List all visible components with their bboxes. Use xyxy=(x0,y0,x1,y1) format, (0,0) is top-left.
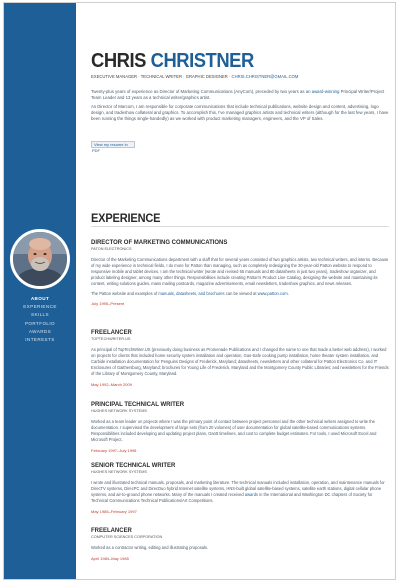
patton-website-link[interactable]: www.patton.com. xyxy=(257,290,289,296)
job-entry xyxy=(91,401,389,453)
job-description-links xyxy=(91,291,389,297)
email-link[interactable]: CHRIS.CHRISTNER@GMAIL.COM xyxy=(231,74,299,79)
job-company: HUGHES NETWORK SYSTEMS xyxy=(91,409,147,413)
divider xyxy=(91,226,389,227)
job-description: Director of the Marketing Communications department with a staff that for several years consisted of two graphics artists, two technical writers, and interns. Because of my wide experience in technical fields, I do more for Patton than managing, such as completely redesigning the 30-year-old Patton website to respond to responsive mobile and tablet devices. I am the technical writer (wrote and revised 65 manuals and 80 datasheets in just two years), tradeshow organizer, and product labeling designer, among many other things. Responsibilities include creating Patton's Product Line Catalog, designing the website and maintaining its content, writing solutions guides, mass mailing postcards, magazine advertisements, email newsletters, tradeshow graphics, and news releases. xyxy=(91,257,389,286)
job-title: FREELANCER xyxy=(91,329,132,336)
intro-text-b: Principal Writer/Project Team Leader and 13 years as a technical writer/graphics artist. xyxy=(91,89,385,101)
job-dates: May 1992–March 2009 xyxy=(91,381,132,387)
first-name: CHRIS xyxy=(91,50,146,72)
nav-item-interests[interactable]: INTERESTS xyxy=(25,337,55,343)
job-entry xyxy=(91,329,389,387)
job-titles: EXECUTIVE MANAGER · TECHNICAL WRITER · GRAPHIC DESIGNER · xyxy=(91,74,231,79)
job-description xyxy=(91,480,389,504)
job-description: Worked as a contractor writing, editing and illustrating proposals. xyxy=(91,545,209,550)
job-dates: February 1997–July 1998 xyxy=(91,447,137,453)
job-title: SENIOR TECHNICAL WRITER xyxy=(91,462,176,469)
portrait-image xyxy=(13,232,67,286)
job-description: As principal of TopTechWriter.US (previously doing business as Promenade Publications and I changed the name to one that made a better web address), I worked on projects for clients that included home security system installation and operation, Gas-Safe cooking pump installation, home theater system installation, and Carbide installation documentation for Penguins Designs of Frederick, Maryland; datasheets, newsletters and other collateral for Patton Electronics Co. and IT Enclosures of Gaithersburg, Maryland; brochures for Young Life of Frederick, Maryland and the Montgomery County Public Libraries; and newsletters for the Friends of the Library of Montgomery County, Maryland. xyxy=(91,347,389,376)
job-title: FREELANCER xyxy=(91,527,132,534)
job-description: Worked as a team leader on projects where I was the primary point of contact between project personnel and the other technical writers assigned to write the documentation. I supervised the development of large sets (from 20 volumes) of user documentation for global satellite-based communications systems. Responsibilities included developing and updating project plans, Gantt timelines, and cost to complete budget estimates. For tools, I used Microsoft Excel and Microsoft Project. xyxy=(91,419,377,442)
job-entry xyxy=(91,527,389,561)
resume-button[interactable]: View my resume in xyxy=(91,141,135,148)
intro-paragraph-1 xyxy=(91,89,389,101)
nav-item-awards[interactable]: AWARDS xyxy=(28,328,52,334)
job-text: The Patton website and examples of xyxy=(91,290,158,296)
job-company: TOPTECHWRITER.US xyxy=(91,337,131,341)
person-name xyxy=(91,51,254,71)
job-company: COMPUTER SCIENCES CORPORATION xyxy=(91,535,163,539)
job-company: HUGHES NETWORK SYSTEMS xyxy=(91,470,147,474)
job-text: in the International and Washington DC chapters of Society for Technical Communications Technical Publications/Art Competitions. xyxy=(91,491,373,503)
intro-section xyxy=(91,89,389,125)
job-title: DIRECTOR OF MARKETING COMMUNICATIONS xyxy=(91,239,228,246)
profile-photo xyxy=(10,229,70,289)
awards-link[interactable]: awards xyxy=(244,491,259,497)
job-company: PATON ELECTRONICS xyxy=(91,247,132,251)
job-dates: July 1995–Present xyxy=(91,301,125,307)
experience-heading: EXPERIENCE xyxy=(91,211,161,225)
job-text: I wrote and illustrated technical manuals, proposals, and marketing literature. The technical manuals included installation, operation, and maintenance manuals for DirecTV systems, DirecPC and DirecDuo hybrid Internet satellite systems, HNS-built global satellite-based systems, satellite earth stations, digital cellular phone systems, and air-to-ground phone networks. Many of the manuals I created received xyxy=(91,480,385,497)
samples-link[interactable]: manuals, datasheets, and brochures xyxy=(158,290,225,296)
resume-page xyxy=(3,2,396,580)
last-name: CHRISTNER xyxy=(150,50,254,72)
main-content xyxy=(91,3,391,579)
nav-item-experience[interactable]: EXPERIENCE xyxy=(23,304,57,310)
intro-text-a: Twenty-plus years of experience as Director of Marketing Communications (AnyCom), preceded by two years as an xyxy=(91,89,311,94)
intro-paragraph-2: As Director of Marcom, I am responsible for corporate communications that include technical publications, website design and content, advertising, logo design, and tradeshow collateral and graphics. To accomplish this, I've managed graphics artists and technical writers (although for the last few years, I have been running the things single-handedly) as we worked with product marketing managers, engineers, and the VP of Sales. xyxy=(91,104,389,122)
nav-item-skills[interactable]: SKILLS xyxy=(31,312,49,318)
job-dates: April 1984–May 1985 xyxy=(91,555,129,561)
sidebar-nav xyxy=(4,295,76,344)
job-entry xyxy=(91,462,389,514)
job-text: can be viewed at xyxy=(225,290,257,296)
job-titles-line xyxy=(91,74,298,79)
job-entry xyxy=(91,239,389,306)
pdf-link[interactable]: PDF xyxy=(92,148,100,153)
job-dates: May 1985–February 1997 xyxy=(91,508,137,514)
nav-item-about[interactable]: ABOUT xyxy=(30,296,50,301)
award-winning-link[interactable]: award-winning xyxy=(311,89,340,94)
job-title: PRINCIPAL TECHNICAL WRITER xyxy=(91,401,185,408)
nav-item-portfolio[interactable]: PORTFOLIO xyxy=(24,320,56,326)
sidebar xyxy=(4,3,76,579)
